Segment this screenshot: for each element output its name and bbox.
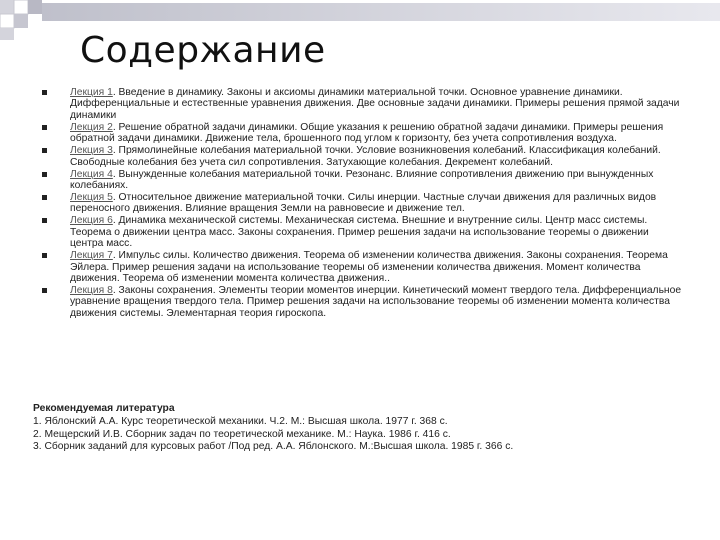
square-bullet-icon	[42, 195, 47, 200]
list-item: Лекция 6. Динамика механической системы. Механическая система. Внешние и внутренние силы. Центр масс системы. Теорема о движении центра масс. Законы сохранения. Пример решения задачи на использование теоремы о движении центра масс.	[42, 215, 682, 249]
list-item: Лекция 2. Решение обратной задачи динамики. Общие указания к решению обратной задачи динамики. Примеры решения обратной задачи динамики. Движение тела, брошенного под углом к горизонту, без учета сопротивления воздуха.	[42, 122, 682, 145]
lecture-description: Прямолинейные колебания материальной точки. Условие возникновения колебаний. Классификация колебаний. Свободные колебания без учета сил сопротивления. Затухающие колебания. Декремент колебаний.	[70, 145, 661, 168]
lecture-description: Динамика механической системы. Механическая система. Внешние и внутренние силы. Центр масс системы. Теорема о движении центра масс. Законы сохранения. Пример решения задачи на использование теоремы о движении центра масс.	[70, 215, 649, 250]
literature-item: 1. Яблонский А.А. Курс теоретической механики. Ч.2. М.: Высшая школа. 1977 г. 368 с.	[33, 415, 448, 427]
lecture-link[interactable]: Лекция 3	[70, 145, 113, 157]
square-bullet-icon	[42, 90, 47, 95]
lecture-description: Вынужденные колебания материальной точки. Резонанс. Влияние сопротивления движению при вынужденных колебаниях.	[70, 168, 654, 192]
lectures-list	[42, 87, 682, 320]
lecture-description: Решение обратной задачи динамики. Общие указания к решению обратной задачи динамики. Примеры решения обратной задачи динамики. Движение тела, брошенного под углом к горизонту, без учета сопротивления воздуха.	[70, 121, 664, 145]
literature-item: 2. Мещерский И.В. Сборник задач по теоретической механике. М.: Наука. 1986 г. 416 с.	[33, 428, 451, 440]
square-bullet-icon	[42, 288, 47, 293]
lecture-description: Относительное движение материальной точки. Силы инерции. Частные случаи движения для различных видов переносного движения. Влияние вращения Земли на равновесие и движение тел.	[70, 192, 657, 215]
lecture-description: Импульс силы. Количество движения. Теорема об изменении количества движения. Законы сохранения. Теорема Эйлера. Пример решения задачи на использование теоремы об изменении количества движения. Момент количества движения. Теорема об изменении момента количества движения..	[70, 250, 668, 285]
square-bullet-icon	[42, 172, 47, 177]
literature-heading: Рекомендуемая литература	[33, 403, 175, 414]
lecture-link[interactable]: Лекция 7	[70, 250, 113, 262]
square-bullet-icon	[42, 148, 47, 153]
lecture-link[interactable]: Лекция 4	[70, 168, 113, 180]
lecture-link[interactable]: Лекция 2	[70, 121, 113, 133]
lecture-link[interactable]: Лекция 1	[70, 87, 113, 98]
list-item: Лекция 1. Введение в динамику. Законы и аксиомы динамики материальной точки. Основное уравнение динамики. Дифференциальные и естественные уравнения движения. Две основные задачи динамики. Примеры решения прямой задачи динамики	[42, 87, 682, 121]
list-item: Лекция 7. Импульс силы. Количество движения. Теорема об изменении количества движения. Законы сохранения. Теорема Эйлера. Пример решения задачи на использование теоремы об изменении количества движения. Момент количества движения. Теорема об изменении момента количества движения..	[42, 250, 682, 284]
lecture-description: Законы сохранения. Элементы теории моментов инерции. Кинетический момент твердого тела. Дифференциальное уравнение вращения твердого тела. Пример решения задачи на использование теоремы об изменении момента количества движения системы. Элементарная теория гироскопа.	[70, 285, 682, 319]
list-item: Лекция 8. Законы сохранения. Элементы теории моментов инерции. Кинетический момент твердого тела. Дифференциальное уравнение вращения твердого тела. Пример решения задачи на использование теоремы об изменении момента количества движения системы. Элементарная теория гироскопа.	[42, 285, 682, 319]
list-item: Лекция 5. Относительное движение материальной точки. Силы инерции. Частные случаи движения для различных видов переносного движения. Влияние вращения Земли на равновесие и движение тел.	[42, 192, 682, 215]
lecture-link[interactable]: Лекция 8	[70, 285, 113, 297]
page-title: Содержание	[80, 30, 326, 71]
literature-item: 3. Сборник заданий для курсовых работ /Под ред. А.А. Яблонского. М.:Высшая школа. 1985 г. 366 с.	[33, 441, 514, 453]
square-bullet-icon	[42, 218, 47, 223]
square-bullet-icon	[42, 253, 47, 258]
lecture-description: Введение в динамику. Законы и аксиомы динамики материальной точки. Основное уравнение динамики. Дифференциальные и естественные уравнения движения. Две основные задачи динамики. Примеры решения прямой задачи динамики	[70, 87, 680, 121]
lecture-link[interactable]: Лекция 5	[70, 192, 113, 204]
square-bullet-icon	[42, 125, 47, 130]
lecture-link[interactable]: Лекция 6	[70, 215, 113, 227]
list-item: Лекция 3. Прямолинейные колебания материальной точки. Условие возникновения колебаний. Классификация колебаний. Свободные колебания без учета сил сопротивления. Затухающие колебания. Декремент колебаний.	[42, 145, 682, 168]
list-item: Лекция 4. Вынужденные колебания материальной точки. Резонанс. Влияние сопротивления движению при вынужденных колебаниях.	[42, 169, 682, 192]
recommended-literature	[33, 403, 693, 454]
